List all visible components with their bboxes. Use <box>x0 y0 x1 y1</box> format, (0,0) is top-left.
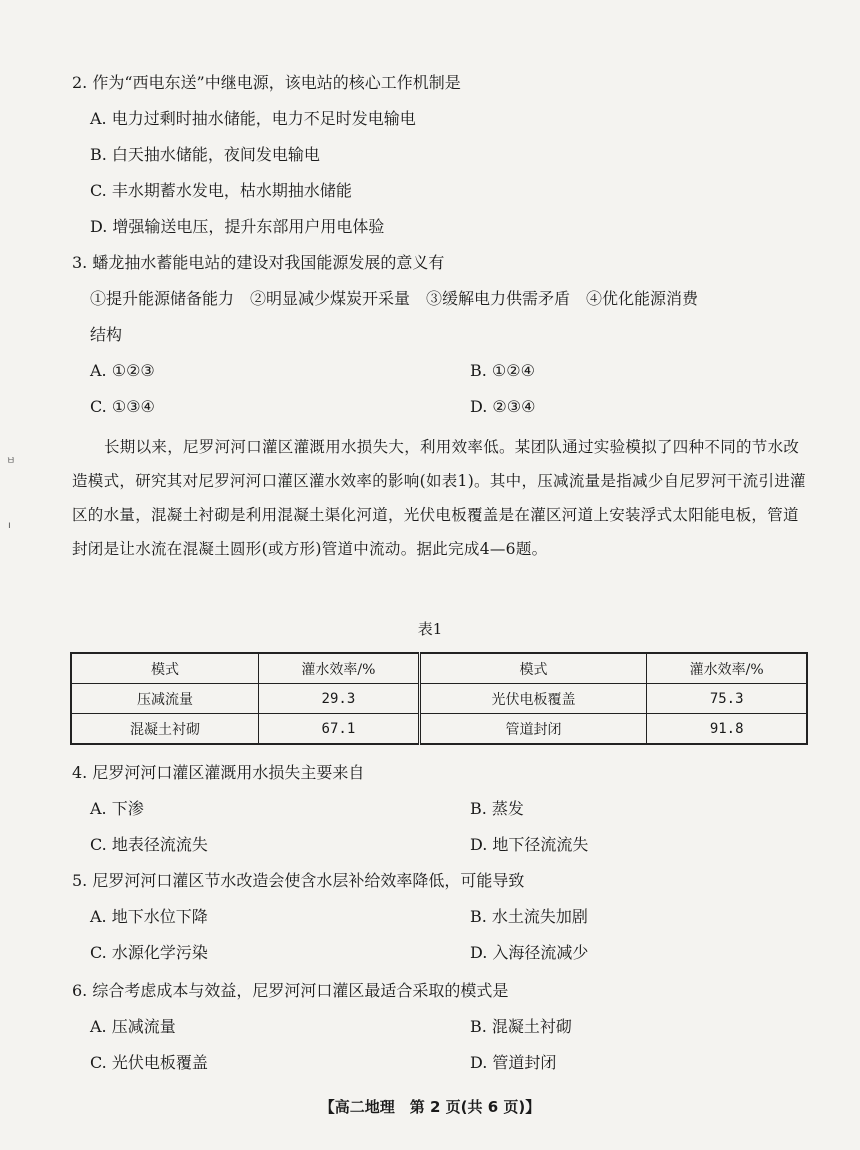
q4-stem: 4. 尼罗河河口灌区灌溉用水损失主要来自 <box>72 763 365 782</box>
table-row <box>71 684 807 714</box>
table-caption: 表1 <box>417 620 443 638</box>
q4-option-d: D. 地下径流流失 <box>470 835 589 854</box>
q6-stem: 6. 综合考虑成本与效益，尼罗河河口灌区最适合采取的模式是 <box>72 981 509 1000</box>
table-cell: 压减流量 <box>71 684 259 714</box>
table-cell: 67.1 <box>259 714 420 745</box>
table-header-cell: 灌水效率/% <box>647 653 807 684</box>
binding-margin-mark: ㅂ <box>6 456 16 467</box>
q5-option-c: C. 水源化学污染 <box>90 943 208 962</box>
q2-option-d: D. 增强输送电压，提升东部用户用电体验 <box>90 217 385 236</box>
table-cell: 75.3 <box>647 684 807 714</box>
q5-option-b: B. 水土流失加剧 <box>470 907 588 926</box>
q3-stem: 3. 蟠龙抽水蓄能电站的建设对我国能源发展的意义有 <box>72 253 445 272</box>
q4-option-b: B. 蒸发 <box>470 799 524 818</box>
table-cell: 管道封闭 <box>419 714 647 745</box>
q3-option-b: B. ①②④ <box>470 361 535 380</box>
q4-option-c: C. 地表径流流失 <box>90 835 208 854</box>
table-header-cell: 模式 <box>419 653 647 684</box>
page-footer: 【高二地理 第 2 页(共 6 页)】 <box>319 1098 541 1116</box>
q2-option-b: B. 白天抽水储能，夜间发电输电 <box>90 145 320 164</box>
q6-option-b: B. 混凝土衬砌 <box>470 1017 572 1036</box>
table-cell: 29.3 <box>259 684 420 714</box>
binding-margin-mark: ı <box>8 520 11 531</box>
efficiency-table <box>70 652 808 745</box>
q3-option-c: C. ①③④ <box>90 397 155 416</box>
q2-option-a: A. 电力过剩时抽水储能，电力不足时发电输电 <box>90 109 416 128</box>
table-header-cell: 灌水效率/% <box>259 653 420 684</box>
q6-option-c: C. 光伏电板覆盖 <box>90 1053 208 1072</box>
q5-option-d: D. 入海径流减少 <box>470 943 589 962</box>
q5-option-a: A. 地下水位下降 <box>90 907 208 926</box>
table-cell: 光伏电板覆盖 <box>419 684 647 714</box>
table-header-cell: 模式 <box>71 653 259 684</box>
table-header-row <box>71 653 807 684</box>
table-row <box>71 714 807 745</box>
table-cell: 91.8 <box>647 714 807 745</box>
q3-option-a: A. ①②③ <box>90 361 155 380</box>
q5-stem: 5. 尼罗河河口灌区节水改造会使含水层补给效率降低，可能导致 <box>72 871 525 890</box>
q2-stem: 2. 作为“西电东送”中继电源，该电站的核心工作机制是 <box>72 73 461 92</box>
q3-option-d: D. ②③④ <box>470 397 536 416</box>
q6-option-a: A. 压减流量 <box>90 1017 176 1036</box>
reading-passage: 长期以来，尼罗河河口灌区灌溉用水损失大，利用效率低。某团队通过实验模拟了四种不同的节水改造模式，研究其对尼罗河河口灌区灌水效率的影响(如表1)。其中，压减流量是指减少自尼罗河干流引进灌区的水量，混凝土衬砌是利用混凝土渠化河道，光伏电板覆盖是在灌区河道上安装浮式太阳能电板，管道封闭是让水流在混凝土圆形(或方形)管道中流动。据此完成4—6题。 <box>72 438 806 558</box>
q6-option-d: D. 管道封闭 <box>470 1053 557 1072</box>
q4-option-a: A. 下渗 <box>90 799 144 818</box>
q3-items-line2: 结构 <box>90 325 123 344</box>
q2-option-c: C. 丰水期蓄水发电，枯水期抽水储能 <box>90 181 352 200</box>
q3-items-line1: ①提升能源储备能力 ②明显减少煤炭开采量 ③缓解电力供需矛盾 ④优化能源消费 <box>90 289 699 308</box>
table-cell: 混凝土衬砌 <box>71 714 259 745</box>
